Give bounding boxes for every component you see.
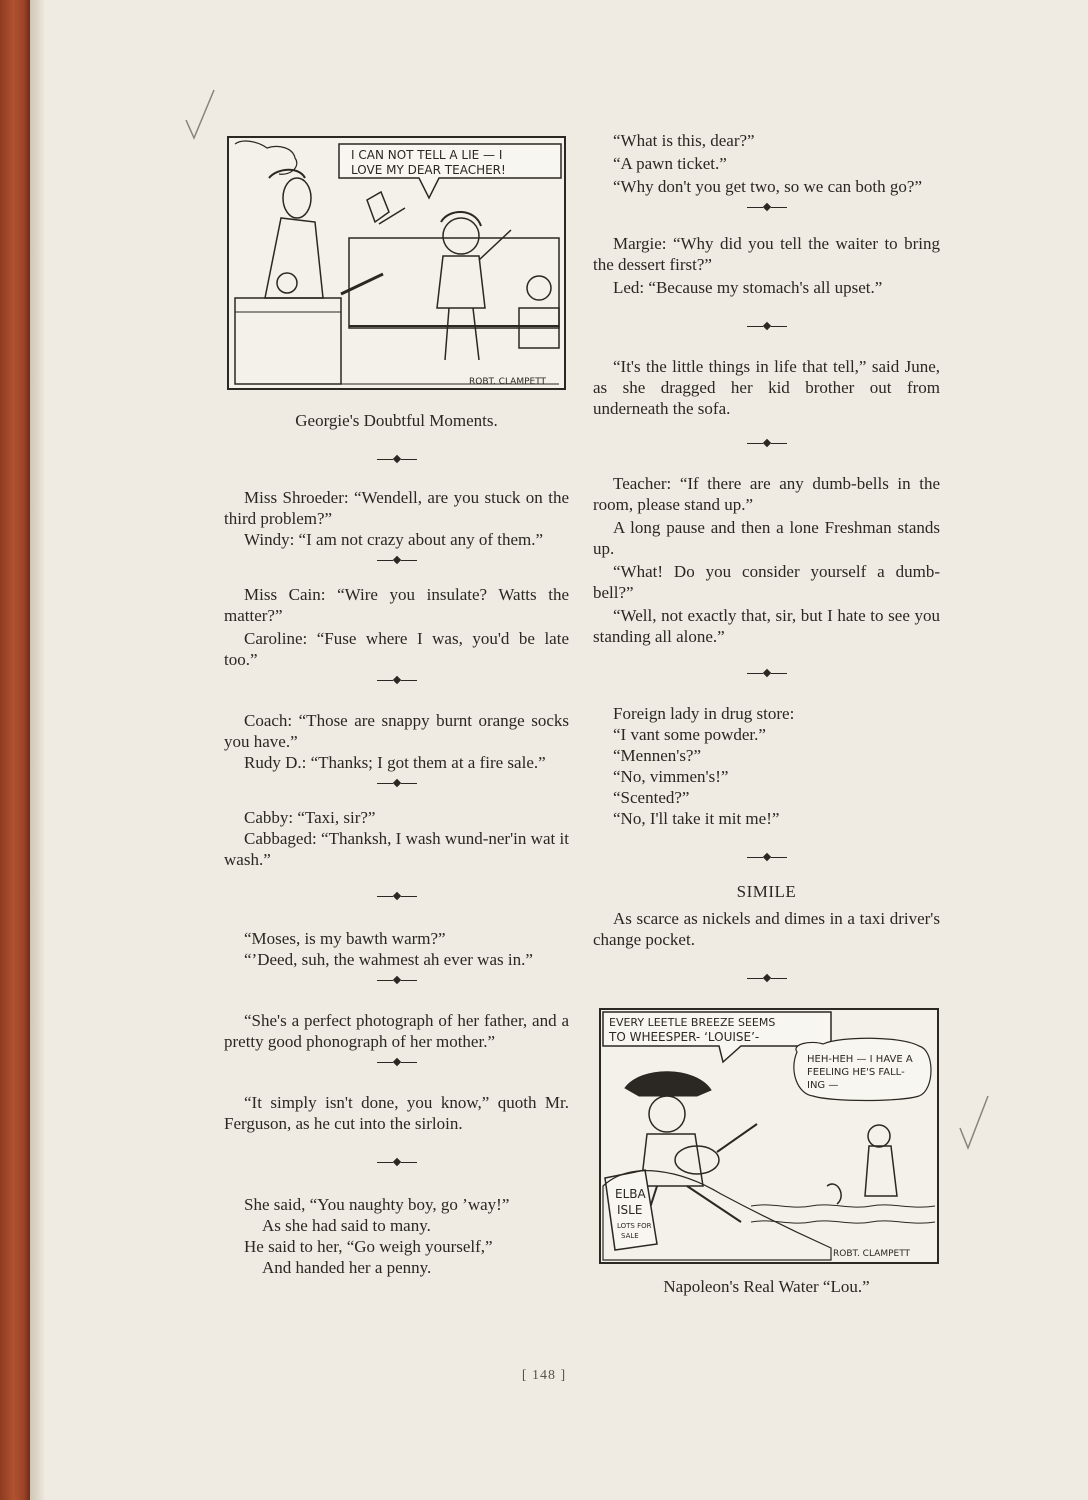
cartoon-caption: Georgie's Doubtful Moments. [295, 411, 498, 430]
separator [224, 550, 569, 570]
joke-line: “It's the little things in life that tell,” said June, as she dragged her kid brother out from underneath the sofa. [593, 357, 940, 418]
joke-line: Teacher: “If there are any dumb-bells in the room, please stand up.” [593, 474, 940, 514]
book-spine [0, 0, 30, 1500]
joke-block [593, 473, 940, 647]
joke-block [593, 233, 940, 298]
separator [224, 449, 569, 469]
sign-line-4: SALE [621, 1232, 639, 1240]
speech-right-line-3: ING — [807, 1080, 839, 1091]
joke-line: “It simply isn't done, you know,” quoth Mr. Ferguson, as he cut into the sirloin. [224, 1093, 569, 1133]
cartoon-signature: ROBT. CLAMPETT [469, 377, 547, 387]
separator [224, 970, 569, 990]
separator [224, 773, 569, 793]
speech-left-line-1: EVERY LEETLE BREEZE SEEMS [609, 1016, 776, 1029]
cartoon-caption: Napoleon's Real Water “Lou.” [663, 1277, 870, 1296]
joke-line: “Scented?” [613, 788, 690, 807]
joke-line: “A pawn ticket.” [613, 154, 727, 173]
sign-line-2: ISLE [617, 1203, 643, 1217]
separator [224, 1052, 569, 1072]
poem-line: And handed her a penny. [262, 1258, 432, 1277]
cartoon-napoleon [599, 1008, 939, 1264]
sign-line-1: ELBA [615, 1187, 646, 1201]
pencil-checkmark-right [958, 1092, 992, 1152]
joke-line: “Moses, is my bawth warm?” [244, 929, 446, 948]
joke-line: “Well, not exactly that, sir, but I hate to see you standing all alone.” [593, 606, 940, 646]
left-column [224, 136, 569, 1278]
cartoon-georgie [227, 136, 566, 390]
joke-line: “Why don't you get two, so we can both go?” [613, 177, 922, 196]
joke-line: Cabbaged: “Thanksh, I wash wund-ner'in wat it wash.” [224, 829, 569, 869]
joke-block [224, 584, 569, 670]
joke-block [224, 1010, 569, 1052]
speech-right-line-2: FEELING HE'S FALL- [807, 1067, 905, 1078]
joke-block [593, 130, 940, 197]
joke-block [224, 487, 569, 550]
joke-line: “I vant some powder.” [613, 725, 766, 744]
poem-line: She said, “You naughty boy, go ’way!” [244, 1195, 510, 1214]
speech-line-1: I CAN NOT TELL A LIE — I [351, 148, 503, 162]
joke-line: Caroline: “Fuse where I was, you'd be late too.” [224, 629, 569, 669]
speech-right-line-1: HEH-HEH — I HAVE A [807, 1054, 913, 1065]
pencil-checkmark-left [184, 86, 218, 142]
joke-line: Rudy D.: “Thanks; I got them at a fire sale.” [244, 753, 546, 772]
joke-block [593, 356, 940, 419]
speech-line-2: LOVE MY DEAR TEACHER! [351, 163, 506, 177]
right-column [593, 130, 940, 1297]
separator [224, 886, 569, 906]
separator [593, 433, 940, 453]
separator [593, 847, 940, 867]
simile-text: As scarce as nickels and dimes in a taxi driver's change pocket. [593, 909, 940, 949]
joke-line: Miss Shroeder: “Wendell, are you stuck on the third problem?” [224, 488, 569, 528]
cartoon-napoleon-drawing [601, 1010, 937, 1262]
joke-block [224, 710, 569, 773]
separator [593, 968, 940, 988]
joke-line: Miss Cain: “Wire you insulate? Watts the matter?” [224, 585, 569, 625]
separator [224, 670, 569, 690]
joke-line: “No, vimmen's!” [613, 767, 729, 786]
joke-line: A long pause and then a lone Freshman stands up. [593, 518, 940, 558]
poem [224, 1194, 569, 1278]
speech-left-line-2: TO WHEESPER- ‘LOUISE’- [609, 1030, 760, 1044]
joke-block [593, 703, 940, 829]
separator [593, 663, 940, 683]
joke-line: “What! Do you consider yourself a dumb-bell?” [593, 562, 940, 602]
cartoon-georgie-drawing [229, 138, 564, 388]
joke-line: “What is this, dear?” [613, 131, 755, 150]
joke-line: Foreign lady in drug store: [613, 704, 795, 723]
simile-heading: SIMILE [736, 882, 797, 901]
joke-line: “No, I'll take it mit me!” [613, 809, 780, 828]
joke-block [224, 928, 569, 970]
joke-line: Coach: “Those are snappy burnt orange socks you have.” [224, 711, 569, 751]
poem-line: He said to her, “Go weigh yourself,” [244, 1237, 493, 1256]
joke-line: “’Deed, suh, the wahmest ah ever was in.” [244, 950, 533, 969]
joke-block [224, 807, 569, 870]
joke-line: Windy: “I am not crazy about any of them.” [244, 530, 544, 549]
separator [593, 197, 940, 217]
poem-line: As she had said to many. [262, 1216, 431, 1235]
joke-block [224, 1092, 569, 1134]
joke-line: Led: “Because my stomach's all upset.” [613, 278, 883, 297]
cartoon-signature: ROBT. CLAMPETT [833, 1249, 911, 1259]
sign-line-3: LOTS FOR [617, 1222, 652, 1230]
joke-line: “She's a perfect photograph of her father, and a pretty good phonograph of her mother.” [224, 1011, 569, 1051]
separator [593, 316, 940, 336]
separator [224, 1152, 569, 1172]
joke-line: “Mennen's?” [613, 746, 702, 765]
page-number: [ 148 ] [521, 1368, 567, 1383]
joke-line: Margie: “Why did you tell the waiter to bring the dessert first?” [593, 234, 940, 274]
page-edge [30, 0, 44, 1500]
joke-line: Cabby: “Taxi, sir?” [244, 808, 376, 827]
